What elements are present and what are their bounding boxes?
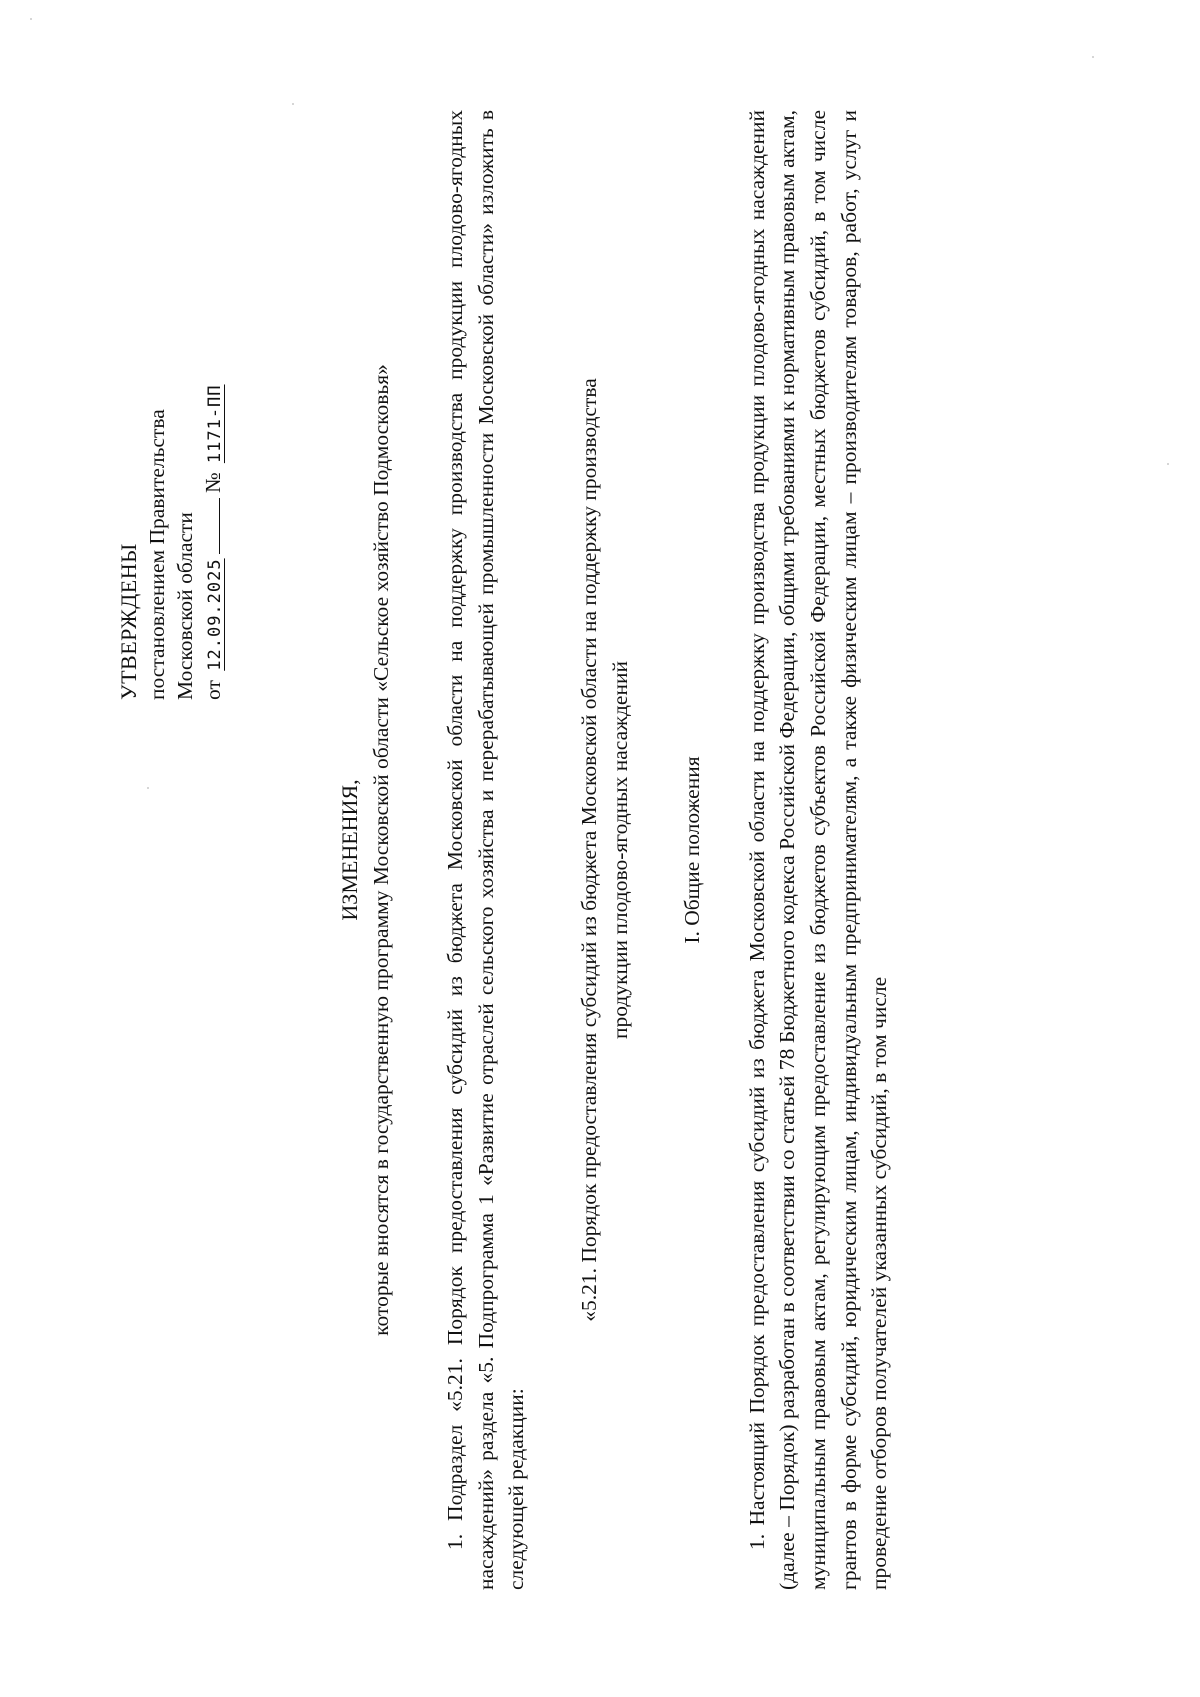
approval-stamp [115,280,229,700]
date-underline [199,498,220,554]
scan-speck [1167,463,1169,465]
date-prefix: от [201,680,225,700]
resolution-number: 1171-ПП [205,384,225,464]
scan-speck [292,103,294,105]
number-sign: № [201,472,225,494]
title-subheading: которые вносятся в государственную программу Московской области «Сельское хозяйство Подмосковья» [368,364,393,1336]
scan-speck [1092,56,1094,58]
subsection-title [574,110,635,1590]
title-heading: ИЗМЕНЕНИЯ, [337,779,362,921]
chapter-heading: I. Общие положения [680,756,705,944]
subsection-title-line-2: продукции плодово-ягодных насаждений [607,661,632,1039]
item-1-paragraph: 1. Подраздел «5.21. Порядок предоставления субсидий из бюджета Московской области на поддержку производства продукции плодово-ягодных насаждений» раздела «5. Подпрограмма 1 «Развитие отраслей сельского хозяйства и перерабатывающей промышленности Московской области» изложить в следующей редакции: [443,110,529,1590]
approval-date: 12.09.2025 [205,558,225,671]
rotated-document [115,110,895,1590]
document-title [335,110,396,1590]
approval-date-number-line [199,280,229,700]
approval-line-region: Московской области [173,512,197,700]
scan-speck [30,18,32,20]
clause-1-paragraph: 1. Настоящий Порядок предоставления субсидий из бюджета Московской области на поддержку производства продукции плодово-ягодных насаждений (далее – Порядок) разработан в соответствии со статьей 78 Бюджетного кодекса Российской Федерации, общими требованиями к нормативным правовым актам, муниципальным правовым актам, регулирующим предоставление из бюджетов субъектов Российской Федерации, местных бюджетов субсидий, в том числе грантов в форме субсидий, юридическим лицам, индивидуальным предпринимателям, а также физическим лицам – производителям товаров, работ, услуг и проведение отборов получателей указанных субсидий, в том числе [744,110,892,1590]
approval-line-government: постановлением Правительства [145,409,169,700]
subsection-title-line-1: «5.21. Порядок предоставления субсидий из бюджета Московской области на поддержку производства [576,378,601,1322]
approval-heading: УТВЕРЖДЕНЫ [116,543,141,700]
